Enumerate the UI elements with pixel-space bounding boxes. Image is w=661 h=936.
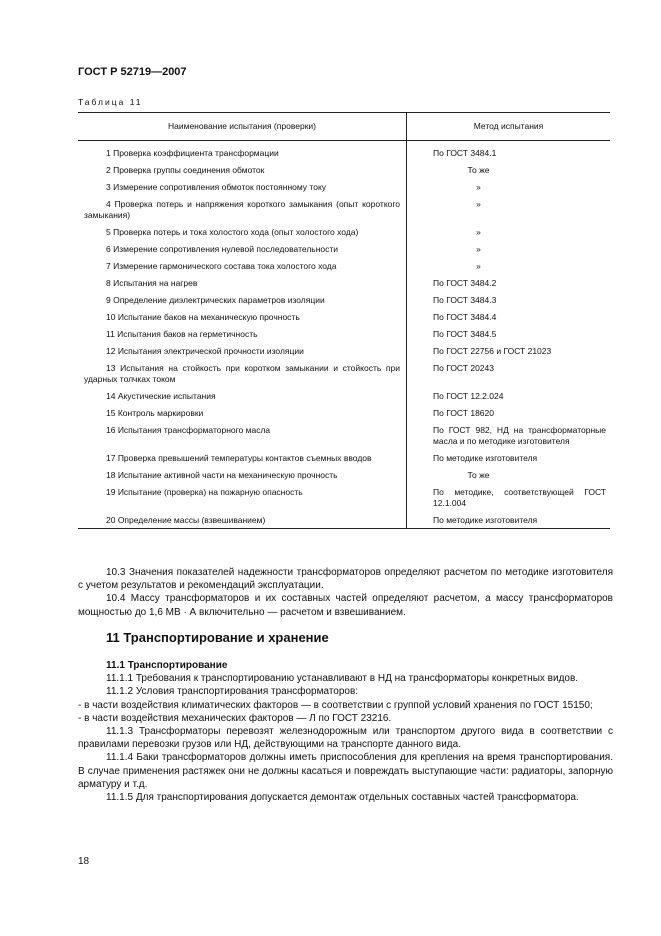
test-name-cell xyxy=(78,224,407,241)
paragraph-10-4: 10.4 Массу трансформаторов и их составных частей определяют расчетом, а массу трансформаторов мощностью до 1,6 MB · А включительно — расчетом и взвешиванием. xyxy=(78,593,613,618)
table-body xyxy=(78,141,610,529)
test-method-cell: По методике, соответствующей ГОСТ 12.1.004 xyxy=(433,487,606,508)
column-header-test-name: Наименование испытания (проверки) xyxy=(78,113,407,141)
test-method-cell: По ГОСТ 982, НД на трансформаторные масла и по методике изготовителя xyxy=(433,425,606,446)
test-method-cell: » xyxy=(476,227,481,237)
table-row xyxy=(78,179,610,196)
table-row xyxy=(78,422,610,450)
table-row xyxy=(78,360,610,388)
section-title: 11 Транспортирование и хранение xyxy=(106,630,329,645)
table-row xyxy=(78,162,610,179)
table-row xyxy=(78,388,610,405)
test-method-cell: То же xyxy=(467,470,490,480)
clause-paragraph: 11.1.5 Для транспортирования допускается демонтаж отдельных составных частей трансформатора. xyxy=(106,792,579,804)
table-row xyxy=(78,196,610,224)
test-name-cell xyxy=(78,326,407,343)
test-name-text: 1 Проверка коэффициента трансформации xyxy=(106,148,279,158)
table-row xyxy=(78,450,610,467)
test-name-text: 8 Испытания на нагрев xyxy=(106,278,198,288)
test-name-cell xyxy=(78,388,407,405)
table-row xyxy=(78,275,610,292)
test-name-text: 17 Проверка превышений температуры контактов съемных вводов xyxy=(106,453,372,463)
test-name-text: 12 Испытания электрической прочности изоляции xyxy=(106,346,304,356)
clause-paragraph: 11.1.3 Трансформаторы перевозят железнодорожным или транспортом другого вида в соответствии с правилами перевозки грузов или НД, действующими на транспорте данного вида. xyxy=(78,726,613,751)
test-name-text: 6 Измерение сопротивления нулевой последовательности xyxy=(106,244,339,254)
test-name-cell xyxy=(78,360,407,388)
test-method-cell: По ГОСТ 3484.3 xyxy=(433,295,497,305)
clause-paragraph: - в части воздействия климатических факторов — в соответствии с группой условий хранения по ГОСТ 15150; xyxy=(78,699,593,711)
test-name-text: 11 Испытания баков на герметичность xyxy=(106,329,258,339)
test-method-cell: По методике изготовителя xyxy=(407,512,611,529)
test-name-cell xyxy=(78,292,407,309)
table-row xyxy=(78,343,610,360)
test-name-text: 16 Испытания трансформаторного масла xyxy=(106,425,271,435)
table-row xyxy=(78,326,610,343)
test-name-text: 2 Проверка группы соединения обмоток xyxy=(106,165,265,175)
test-name-cell xyxy=(78,141,407,163)
test-name-cell xyxy=(78,512,407,529)
test-name-cell xyxy=(78,450,407,467)
table-row xyxy=(78,484,610,512)
test-name-cell xyxy=(78,343,407,360)
table-row xyxy=(78,292,610,309)
test-name-cell xyxy=(78,179,407,196)
table-row xyxy=(78,309,610,326)
test-name-cell xyxy=(78,162,407,179)
test-name-text: 10 Испытание баков на механическую прочность xyxy=(106,312,300,322)
table-row xyxy=(78,512,610,529)
clause-paragraph: 11.1.4 Баки трансформаторов должны иметь приспособления для крепления на время транспортирования. В случае применения растяжек они не должны касаться и повреждать выступающие части: радиаторы, запорную арматуру и т.д. xyxy=(78,752,613,790)
clause-paragraph: - в части воздействия механических факторов — Л по ГОСТ 23216. xyxy=(78,712,392,724)
test-name-text: 20 Определение массы (взвешиванием) xyxy=(106,515,266,525)
table-row xyxy=(78,258,610,275)
test-name-text: 3 Измерение сопротивления обмоток постоянному току xyxy=(106,182,327,192)
test-name-text: 19 Испытание (проверка) на пожарную опасность xyxy=(106,487,303,497)
test-name-text: 4 Проверка потерь и напряжения короткого замыкания (опыт короткого замыкания) xyxy=(84,199,400,220)
test-methods-table xyxy=(78,112,610,529)
table-caption: Таблица 11 xyxy=(78,97,143,107)
test-name-cell xyxy=(78,196,407,224)
section-body xyxy=(78,659,613,804)
test-name-text: 15 Контроль маркировки xyxy=(106,408,204,418)
test-name-text: 13 Испытания на стойкость при коротком замыкании и стойкость при ударных толчках током xyxy=(84,363,400,384)
test-name-text: 14 Акустические испытания xyxy=(106,391,216,401)
test-method-cell: По ГОСТ 22756 и ГОСТ 21023 xyxy=(433,346,552,356)
column-header-method: Метод испытания xyxy=(407,113,611,141)
paragraph-10-3: 10.3 Значения показателей надежности трансформаторов определяют расчетом по методике изготовителя с учетом результатов и рекомендаций эксплуатации. xyxy=(78,567,613,592)
table-row xyxy=(78,141,610,163)
test-name-text: 5 Проверка потерь и тока холостого хода (опыт холостого хода) xyxy=(106,227,359,237)
test-method-cell: По методике изготовителя xyxy=(433,453,538,463)
test-name-text: 18 Испытание активной части на механическую прочность xyxy=(106,470,338,480)
test-name-cell xyxy=(78,258,407,275)
test-name-text: 7 Измерение гармонического состава тока холостого хода xyxy=(106,261,337,271)
test-method-cell: » xyxy=(476,182,481,192)
test-method-cell: По ГОСТ 3484.1 xyxy=(433,148,497,158)
test-method-cell: По ГОСТ 3484.2 xyxy=(433,278,497,288)
test-method-cell: По ГОСТ 12.2.024 xyxy=(433,391,504,401)
test-name-cell xyxy=(78,467,407,484)
test-method-cell: » xyxy=(476,199,481,209)
test-name-cell xyxy=(78,484,407,512)
test-name-cell xyxy=(78,422,407,450)
test-name-cell xyxy=(78,241,407,258)
clause-paragraph: 11.1.2 Условия транспортирования трансформаторов: xyxy=(106,686,359,698)
table-row xyxy=(78,467,610,484)
test-name-cell xyxy=(78,405,407,422)
clauses-list xyxy=(78,672,613,804)
document-header: ГОСТ Р 52719—2007 xyxy=(78,66,187,78)
page-number: 18 xyxy=(78,856,90,867)
clause-paragraph: 11.1.1 Требования к транспортированию устанавливают в НД на трансформаторы конкретных видов. xyxy=(106,673,579,685)
table-header-row xyxy=(78,113,610,141)
test-method-cell: По ГОСТ 3484.5 xyxy=(433,329,497,339)
subsection-title: 11.1 Транспортирование xyxy=(106,660,228,671)
table-row xyxy=(78,241,610,258)
test-method-cell: » xyxy=(476,244,481,254)
test-method-cell: То же xyxy=(467,165,490,175)
test-name-text: 9 Определение диэлектрических параметров изоляции xyxy=(106,295,325,305)
test-method-cell: » xyxy=(476,261,481,271)
table-row xyxy=(78,224,610,241)
paragraphs-top xyxy=(78,566,613,619)
test-name-cell xyxy=(78,309,407,326)
test-method-cell: По ГОСТ 3484.4 xyxy=(433,312,497,322)
table-row xyxy=(78,405,610,422)
test-method-cell: По ГОСТ 18620 xyxy=(433,408,494,418)
test-method-cell: По ГОСТ 20243 xyxy=(433,363,494,373)
test-name-cell xyxy=(78,275,407,292)
